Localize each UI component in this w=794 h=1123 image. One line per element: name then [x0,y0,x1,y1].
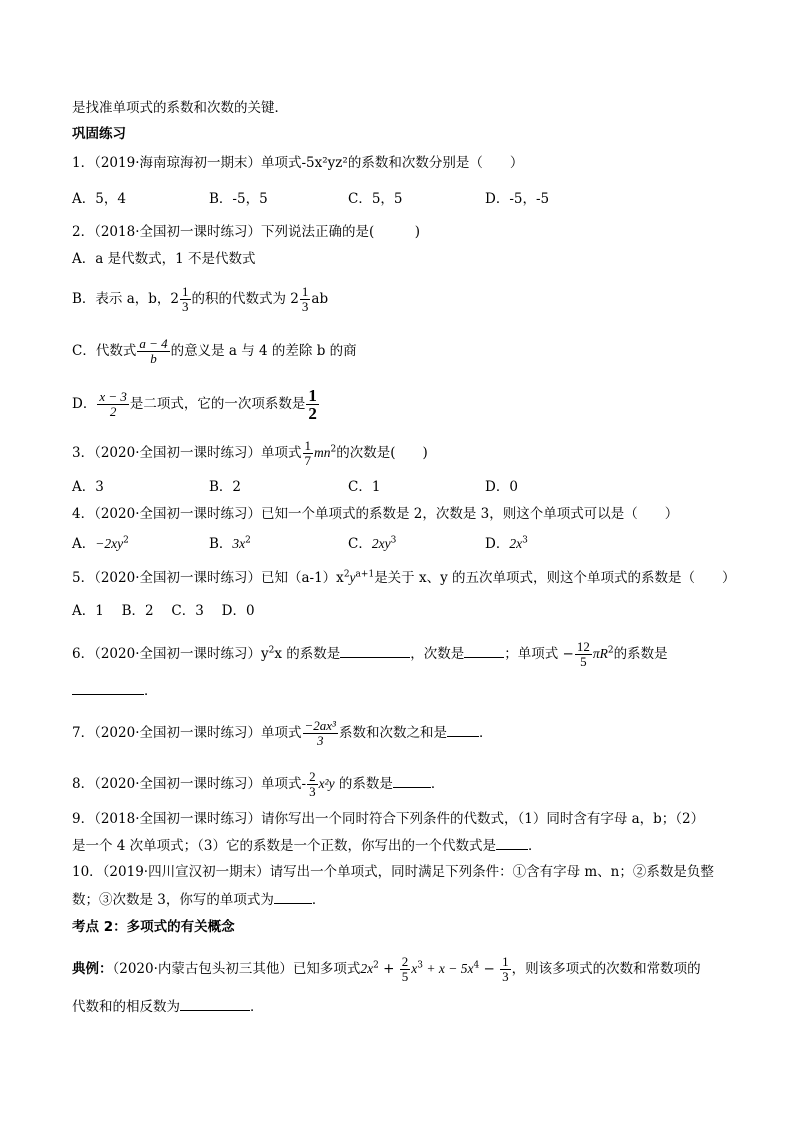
question-9-line-2: 是一个 4 次单项式；（3）它的系数是一个正数，你写出的一个代数式是 ． [72,835,542,856]
fraction: $\frac{x - 3}{2}$ [99,389,127,419]
q6-answer-line: ． [72,680,158,701]
q2-option-d: D． $\frac{x - 3}{2}$ 是二项式，它的一次项系数是 $\frac{1}{2}$ [72,386,317,423]
q4-option-a: A．$-2xy^2$ [72,535,129,552]
q1-option-a: A．5，4 [72,191,126,207]
q5-options: A．1 B．2 C．3 D．0 [72,603,255,619]
question-7-stem: 7．（2020·全国初一课时练习）单项式 $\frac{\text{−2ax³}}{3}$ 系数和次数之和是 ． [72,718,493,748]
question-5-stem: 5．（2020·全国初一课时练习）已知$(a-1)x^2y^{a+1}$是关于 x、y 的五次单项式，则这个单项式的系数是（ ） [72,569,736,586]
answer-blank [393,773,431,788]
fraction: $\frac{12}{5}$ [576,639,590,669]
fraction: $\frac{a - 4}{b}$ [139,336,168,366]
q4-option-d: D．$2x^3$ [485,535,528,552]
question-8-stem: 8．（2020·全国初一课时练习）单项式- $\frac{2}{3}$ x²y 的系数是 ． [72,769,445,799]
fraction-half: $\frac{1}{2}$ [308,386,317,423]
question-1-stem: 1．（2019·海南琼海初一期末）单项式-5x²yz²的系数和次数分别是（ ） [72,155,524,171]
q1-option-b: B．-5，5 [209,191,268,207]
section-heading-kaodian-2: 考点 2：多项式的有关概念 [72,919,235,935]
answer-blank [496,835,528,850]
question-10-line-2: 数；③次数是 3，你写的单项式为 ． [72,889,325,910]
fraction: $\frac{1}{3}$ [301,284,309,314]
q4-option-c: C．$2xy^3$ [348,535,397,552]
answer-blank [447,722,479,737]
example-line-2: 代数和的相反数为 ． [72,996,264,1017]
fraction: $\frac{1}{7}$ [304,438,311,468]
intro-line: 是找准单项式的系数和次数的关键． [72,100,288,116]
answer-blank [464,643,504,658]
fraction: $\frac{2}{3}$ [309,769,316,799]
q1-option-c: C．5，5 [348,191,403,207]
question-4-stem: 4．（2020·全国初一课时练习）已知一个单项式的系数是 2，次数是 3，则这个单项式可以是（ ） [72,506,679,522]
fraction: $\frac{\text{−2ax³}}{3}$ [304,718,336,748]
question-10-line-1: 10．（2019·四川宣汉初一期末）请写出一个单项式，同时满足下列条件：①含有字母 m、n；②系数是负整 [72,864,714,880]
fraction: $\frac{1}{3}$ [182,284,189,314]
example-line-1: 典例：（2020·内蒙古包头初三其他）已知多项式$2x^2$ + $\frac{2}{5}$ $x^3 + x - 5x^4$ − $\frac{1}{3}$ ，则该多项式的次数和常数项的 [72,954,701,984]
q2-option-a: A．a 是代数式，1 不是代数式 [72,251,256,267]
question-6-stem: 6．（2020·全国初一课时练习）$y^2x$ 的系数是 ，次数是 ；单项式 − $\frac{12}{5}$ $\pi R^2$的系数是 [72,639,668,669]
q3-option-d: D．0 [485,479,518,495]
q4-option-b: B．$3x^2$ [209,535,251,552]
question-2-stem: 2．（2018·全国初一课时练习）下列说法正确的是( ) [72,224,421,240]
fraction: $\frac{2}{5}$ [401,954,409,984]
q3-option-c: C．1 [348,479,381,495]
fraction: $\frac{1}{3}$ [502,954,509,984]
q2-option-c: C．代数式 $\frac{a - 4}{b}$ 的意义是 a 与 4 的差除 b 的商 [72,336,357,366]
question-3-stem: 3．（2020·全国初一课时练习）单项式 $\frac{1}{7}$ $mn^2$的次数是( ) [72,438,428,468]
q3-option-b: B．2 [209,479,242,495]
answer-blank [274,889,312,904]
q2-option-b: B．表示 a，b，2 $\frac{1}{3}$ 的积的代数式为 2 $\frac{1}{3}$ ab [72,284,329,314]
question-9-line-1: 9．（2018·全国初一课时练习）请你写出一个同时符合下列条件的代数式，（1）同时含有字母 a，b；（2） [72,811,705,827]
q3-option-a: A．3 [72,479,104,495]
section-heading-practice: 巩固练习 [72,126,126,142]
answer-blank [340,643,410,658]
q1-option-d: D．-5，-5 [485,191,550,207]
answer-blank [72,680,144,695]
answer-blank [180,996,250,1011]
